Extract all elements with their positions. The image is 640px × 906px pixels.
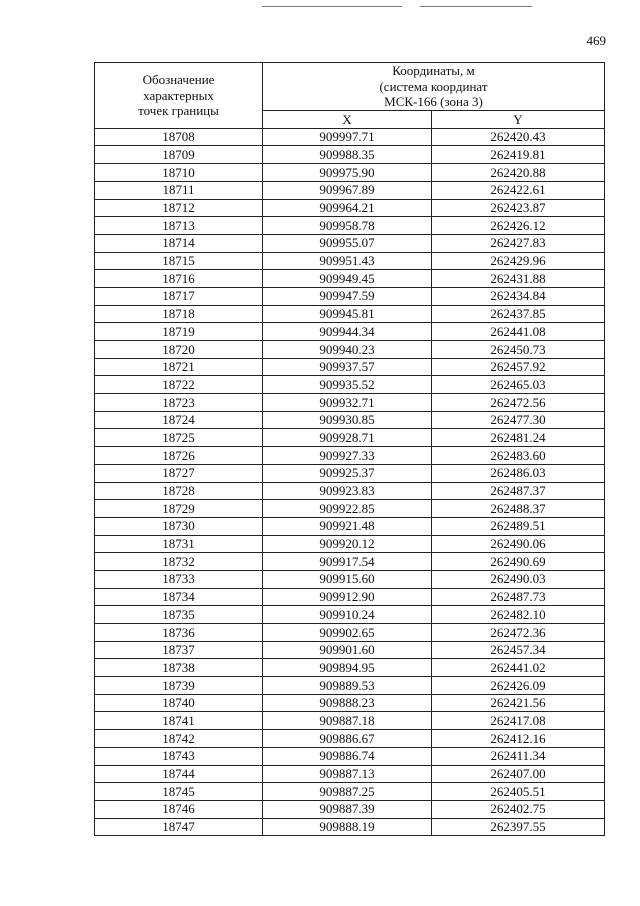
- table-row: [95, 553, 605, 571]
- x-coordinate-cell: 909915.60: [263, 570, 432, 588]
- y-coordinate-cell: 262490.06: [432, 535, 605, 553]
- y-coordinate-cell: 262489.51: [432, 517, 605, 535]
- table-row: [95, 765, 605, 783]
- point-id-cell: 18741: [95, 712, 263, 730]
- x-coordinate-cell: 909967.89: [263, 181, 432, 199]
- header-coordinates: [263, 63, 605, 111]
- y-coordinate-cell: 262421.56: [432, 694, 605, 712]
- x-coordinate-cell: 909888.19: [263, 818, 432, 836]
- x-coordinate-cell: 909947.59: [263, 287, 432, 305]
- x-coordinate-cell: 909975.90: [263, 164, 432, 182]
- point-id-cell: 18743: [95, 747, 263, 765]
- header-label-line: точек границы: [138, 103, 219, 119]
- page-number: 469: [586, 33, 606, 48]
- y-coordinate-cell: 262412.16: [432, 730, 605, 748]
- y-coordinate-cell: 262441.02: [432, 659, 605, 677]
- header-point-designation: [95, 63, 263, 129]
- x-coordinate-cell: 909894.95: [263, 659, 432, 677]
- point-id-cell: 18711: [95, 181, 263, 199]
- y-coordinate-cell: 262419.81: [432, 146, 605, 164]
- y-coordinate-cell: 262450.73: [432, 341, 605, 359]
- point-id-cell: 18726: [95, 447, 263, 465]
- table-row: [95, 128, 605, 146]
- point-id-cell: 18718: [95, 305, 263, 323]
- table-row: [95, 624, 605, 642]
- x-coordinate-cell: 909888.23: [263, 694, 432, 712]
- table-row: [95, 482, 605, 500]
- x-coordinate-cell: 909887.18: [263, 712, 432, 730]
- header-y: Y: [432, 111, 605, 129]
- table-row: [95, 730, 605, 748]
- point-id-cell: 18715: [95, 252, 263, 270]
- y-coordinate-cell: 262429.96: [432, 252, 605, 270]
- x-coordinate-cell: 909887.13: [263, 765, 432, 783]
- header-coords-line: Координаты, м: [392, 63, 475, 78]
- table-row: [95, 747, 605, 765]
- point-id-cell: 18745: [95, 783, 263, 801]
- y-coordinate-cell: 262434.84: [432, 287, 605, 305]
- point-id-cell: 18746: [95, 800, 263, 818]
- y-coordinate-cell: 262487.37: [432, 482, 605, 500]
- x-coordinate-cell: 909958.78: [263, 217, 432, 235]
- table-row: [95, 234, 605, 252]
- y-coordinate-cell: 262417.08: [432, 712, 605, 730]
- x-coordinate-cell: 909912.90: [263, 588, 432, 606]
- point-id-cell: 18719: [95, 323, 263, 341]
- point-id-cell: 18714: [95, 234, 263, 252]
- point-id-cell: 18742: [95, 730, 263, 748]
- top-scan-rule-right: [420, 6, 532, 7]
- table-row: [95, 800, 605, 818]
- x-coordinate-cell: 909928.71: [263, 429, 432, 447]
- y-coordinate-cell: 262472.36: [432, 624, 605, 642]
- table-row: [95, 641, 605, 659]
- x-coordinate-cell: 909920.12: [263, 535, 432, 553]
- table-row: [95, 712, 605, 730]
- table-row: [95, 429, 605, 447]
- y-coordinate-cell: 262472.56: [432, 394, 605, 412]
- point-id-cell: 18708: [95, 128, 263, 146]
- x-coordinate-cell: 909902.65: [263, 624, 432, 642]
- x-coordinate-cell: 909940.23: [263, 341, 432, 359]
- x-coordinate-cell: 909935.52: [263, 376, 432, 394]
- table-row: [95, 217, 605, 235]
- y-coordinate-cell: 262423.87: [432, 199, 605, 217]
- y-coordinate-cell: 262402.75: [432, 800, 605, 818]
- table-row: [95, 252, 605, 270]
- table-row: [95, 164, 605, 182]
- x-coordinate-cell: 909955.07: [263, 234, 432, 252]
- point-id-cell: 18738: [95, 659, 263, 677]
- coordinates-table: [94, 62, 605, 836]
- x-coordinate-cell: 909945.81: [263, 305, 432, 323]
- table-row: [95, 376, 605, 394]
- table-header: [95, 63, 605, 129]
- table-row: [95, 535, 605, 553]
- header-label-line: характерных: [143, 87, 214, 103]
- point-id-cell: 18720: [95, 341, 263, 359]
- table-row: [95, 517, 605, 535]
- table-row: [95, 146, 605, 164]
- table-row: [95, 447, 605, 465]
- table-row: [95, 500, 605, 518]
- y-coordinate-cell: 262420.43: [432, 128, 605, 146]
- table-row: [95, 323, 605, 341]
- x-coordinate-cell: 909964.21: [263, 199, 432, 217]
- table-row: [95, 677, 605, 695]
- table-row: [95, 818, 605, 836]
- y-coordinate-cell: 262457.34: [432, 641, 605, 659]
- x-coordinate-cell: 909921.48: [263, 517, 432, 535]
- x-coordinate-cell: 909927.33: [263, 447, 432, 465]
- y-coordinate-cell: 262487.73: [432, 588, 605, 606]
- table-row: [95, 199, 605, 217]
- y-coordinate-cell: 262397.55: [432, 818, 605, 836]
- point-id-cell: 18723: [95, 394, 263, 412]
- y-coordinate-cell: 262426.12: [432, 217, 605, 235]
- header-row-top: [95, 63, 605, 111]
- x-coordinate-cell: 909901.60: [263, 641, 432, 659]
- x-coordinate-cell: 909997.71: [263, 128, 432, 146]
- table-row: [95, 341, 605, 359]
- header-x: X: [263, 111, 432, 129]
- table-row: [95, 783, 605, 801]
- header-coords-line: (система координат: [379, 78, 488, 94]
- point-id-cell: 18734: [95, 588, 263, 606]
- y-coordinate-cell: 262482.10: [432, 606, 605, 624]
- y-coordinate-cell: 262490.03: [432, 570, 605, 588]
- table-row: [95, 270, 605, 288]
- y-coordinate-cell: 262420.88: [432, 164, 605, 182]
- table-row: [95, 694, 605, 712]
- point-id-cell: 18733: [95, 570, 263, 588]
- y-coordinate-cell: 262490.69: [432, 553, 605, 571]
- point-id-cell: 18736: [95, 624, 263, 642]
- y-coordinate-cell: 262427.83: [432, 234, 605, 252]
- table-row: [95, 411, 605, 429]
- x-coordinate-cell: 909925.37: [263, 464, 432, 482]
- point-id-cell: 18730: [95, 517, 263, 535]
- header-coords-line: МСК-166 (зона 3): [384, 94, 483, 110]
- table-row: [95, 570, 605, 588]
- y-coordinate-cell: 262411.34: [432, 747, 605, 765]
- x-coordinate-cell: 909988.35: [263, 146, 432, 164]
- y-coordinate-cell: 262483.60: [432, 447, 605, 465]
- point-id-cell: 18737: [95, 641, 263, 659]
- point-id-cell: 18732: [95, 553, 263, 571]
- x-coordinate-cell: 909951.43: [263, 252, 432, 270]
- point-id-cell: 18747: [95, 818, 263, 836]
- table-row: [95, 287, 605, 305]
- point-id-cell: 18739: [95, 677, 263, 695]
- x-coordinate-cell: 909937.57: [263, 358, 432, 376]
- x-coordinate-cell: 909887.25: [263, 783, 432, 801]
- y-coordinate-cell: 262426.09: [432, 677, 605, 695]
- point-id-cell: 18710: [95, 164, 263, 182]
- x-coordinate-cell: 909886.74: [263, 747, 432, 765]
- point-id-cell: 18728: [95, 482, 263, 500]
- y-coordinate-cell: 262465.03: [432, 376, 605, 394]
- x-coordinate-cell: 909923.83: [263, 482, 432, 500]
- y-coordinate-cell: 262407.00: [432, 765, 605, 783]
- y-coordinate-cell: 262486.03: [432, 464, 605, 482]
- x-coordinate-cell: 909932.71: [263, 394, 432, 412]
- x-coordinate-cell: 909944.34: [263, 323, 432, 341]
- x-coordinate-cell: 909889.53: [263, 677, 432, 695]
- point-id-cell: 18725: [95, 429, 263, 447]
- table-row: [95, 588, 605, 606]
- x-coordinate-cell: 909910.24: [263, 606, 432, 624]
- y-coordinate-cell: 262481.24: [432, 429, 605, 447]
- y-coordinate-cell: 262437.85: [432, 305, 605, 323]
- table-row: [95, 659, 605, 677]
- point-id-cell: 18716: [95, 270, 263, 288]
- table-row: [95, 394, 605, 412]
- point-id-cell: 18727: [95, 464, 263, 482]
- y-coordinate-cell: 262405.51: [432, 783, 605, 801]
- point-id-cell: 18722: [95, 376, 263, 394]
- y-coordinate-cell: 262488.37: [432, 500, 605, 518]
- x-coordinate-cell: 909949.45: [263, 270, 432, 288]
- point-id-cell: 18721: [95, 358, 263, 376]
- y-coordinate-cell: 262477.30: [432, 411, 605, 429]
- point-id-cell: 18731: [95, 535, 263, 553]
- y-coordinate-cell: 262441.08: [432, 323, 605, 341]
- point-id-cell: 18713: [95, 217, 263, 235]
- x-coordinate-cell: 909887.39: [263, 800, 432, 818]
- y-coordinate-cell: 262457.92: [432, 358, 605, 376]
- point-id-cell: 18729: [95, 500, 263, 518]
- point-id-cell: 18717: [95, 287, 263, 305]
- top-scan-rule-left: [262, 6, 402, 7]
- header-label-line: Обозначение: [142, 71, 215, 87]
- x-coordinate-cell: 909917.54: [263, 553, 432, 571]
- point-id-cell: 18712: [95, 199, 263, 217]
- point-id-cell: 18740: [95, 694, 263, 712]
- point-id-cell: 18724: [95, 411, 263, 429]
- table-row: [95, 464, 605, 482]
- point-id-cell: 18709: [95, 146, 263, 164]
- y-coordinate-cell: 262431.88: [432, 270, 605, 288]
- table-row: [95, 606, 605, 624]
- table-body: [95, 128, 605, 836]
- table-row: [95, 181, 605, 199]
- table-row: [95, 358, 605, 376]
- table-row: [95, 305, 605, 323]
- point-id-cell: 18735: [95, 606, 263, 624]
- y-coordinate-cell: 262422.61: [432, 181, 605, 199]
- point-id-cell: 18744: [95, 765, 263, 783]
- x-coordinate-cell: 909922.85: [263, 500, 432, 518]
- x-coordinate-cell: 909930.85: [263, 411, 432, 429]
- x-coordinate-cell: 909886.67: [263, 730, 432, 748]
